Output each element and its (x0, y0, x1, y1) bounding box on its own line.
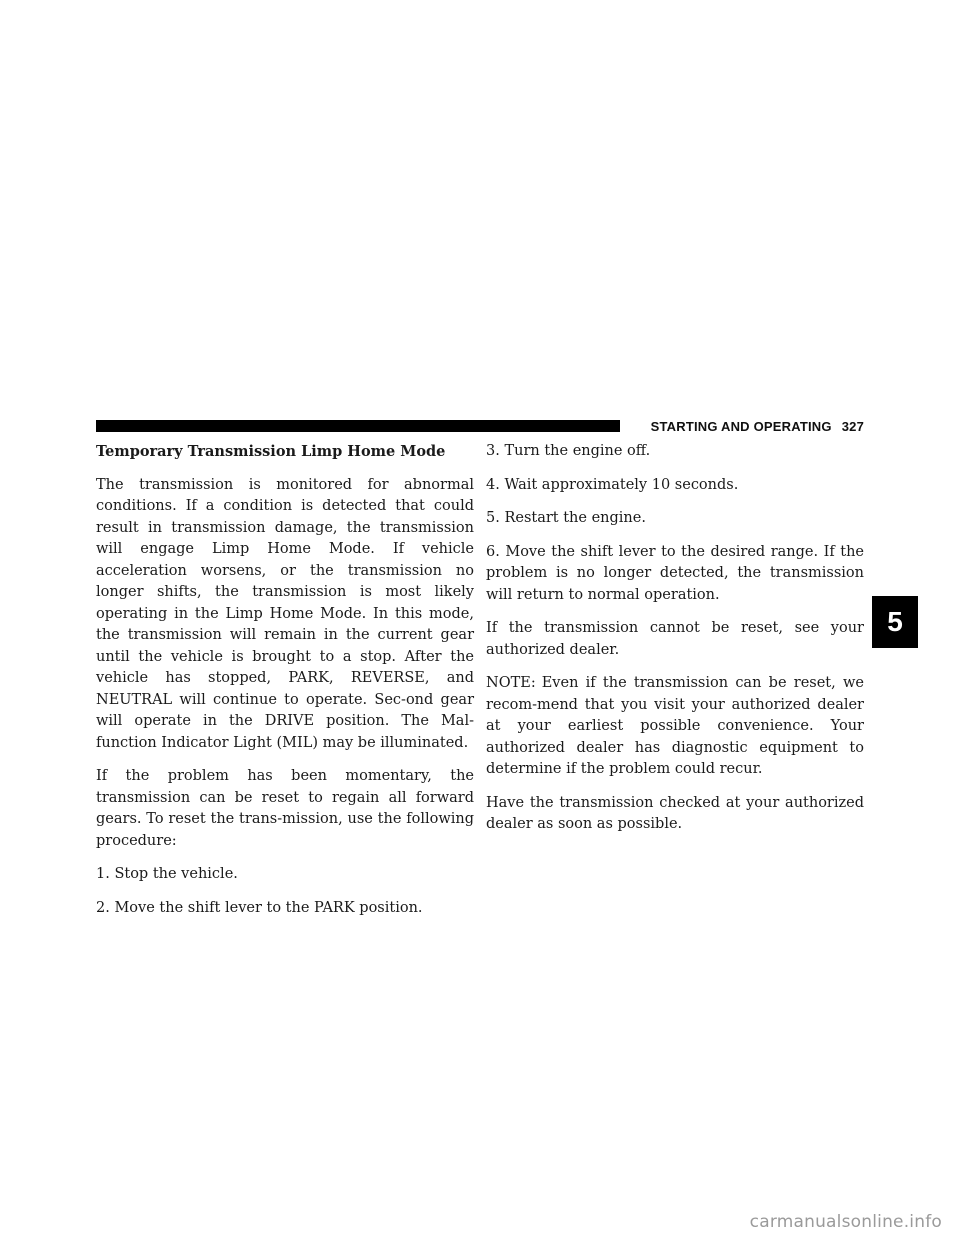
section-title: STARTING AND OPERATING (650, 418, 832, 434)
section-heading: Temporary Transmission Limp Home Mode (96, 443, 446, 460)
paragraph-cannot-reset: If the transmission cannot be reset, see your authorized dealer. (486, 620, 864, 658)
note-label: NOTE: (486, 675, 536, 691)
left-column (96, 441, 474, 931)
running-head (632, 416, 864, 436)
header-rule (96, 420, 620, 432)
paragraph-limp-home-description: The transmission is monitored for abnormal conditions. If a condition is detected that could result in transmission damage, the transmission will engage Limp Home Mode. If vehicle acceleration worsens, or the transmission no longer shifts, the transmission is most likely operating in the Limp Home Mode. In this mode, the transmission will remain in the current gear until the vehicle is brought to a stop. After the vehicle has stopped, PARK, REVERSE, and NEUTRAL will continue to operate. Sec-ond gear will operate in the DRIVE position. The Mal-function Indicator Light (MIL) may be illuminated. (96, 476, 474, 751)
section-tab (872, 596, 918, 648)
note-paragraph (486, 673, 864, 781)
procedure-step-1: 1. Stop the vehicle. (96, 866, 238, 882)
procedure-step-3: 3. Turn the engine off. (486, 443, 651, 459)
procedure-step-6: 6. Move the shift lever to the desired range. If the problem is no longer detected, the transmission will return to normal operation. (486, 543, 864, 603)
procedure-step-4: 4. Wait approximately 10 seconds. (486, 476, 739, 493)
section-tab-number: 5 (887, 606, 903, 637)
paragraph-reset-intro: If the problem has been momentary, the transmission can be reset to regain all forward gears. To reset the trans-mission, use the following procedure: (96, 768, 474, 849)
watermark-logo: carmanualsonline.info (749, 1212, 942, 1232)
paragraph-final: Have the transmission checked at your authorized dealer as soon as possible. (486, 794, 864, 832)
procedure-step-5: 5. Restart the engine. (486, 510, 646, 526)
right-column (486, 441, 864, 848)
note-text: Even if the transmission can be reset, we recom-mend that you visit your authorized dealer at your earliest possible convenience. Your authorized dealer has diagnostic equipment to determine if the problem could recur. (486, 675, 864, 777)
procedure-step-2: 2. Move the shift lever to the PARK position. (96, 899, 423, 916)
page-number: 327 (841, 418, 864, 434)
